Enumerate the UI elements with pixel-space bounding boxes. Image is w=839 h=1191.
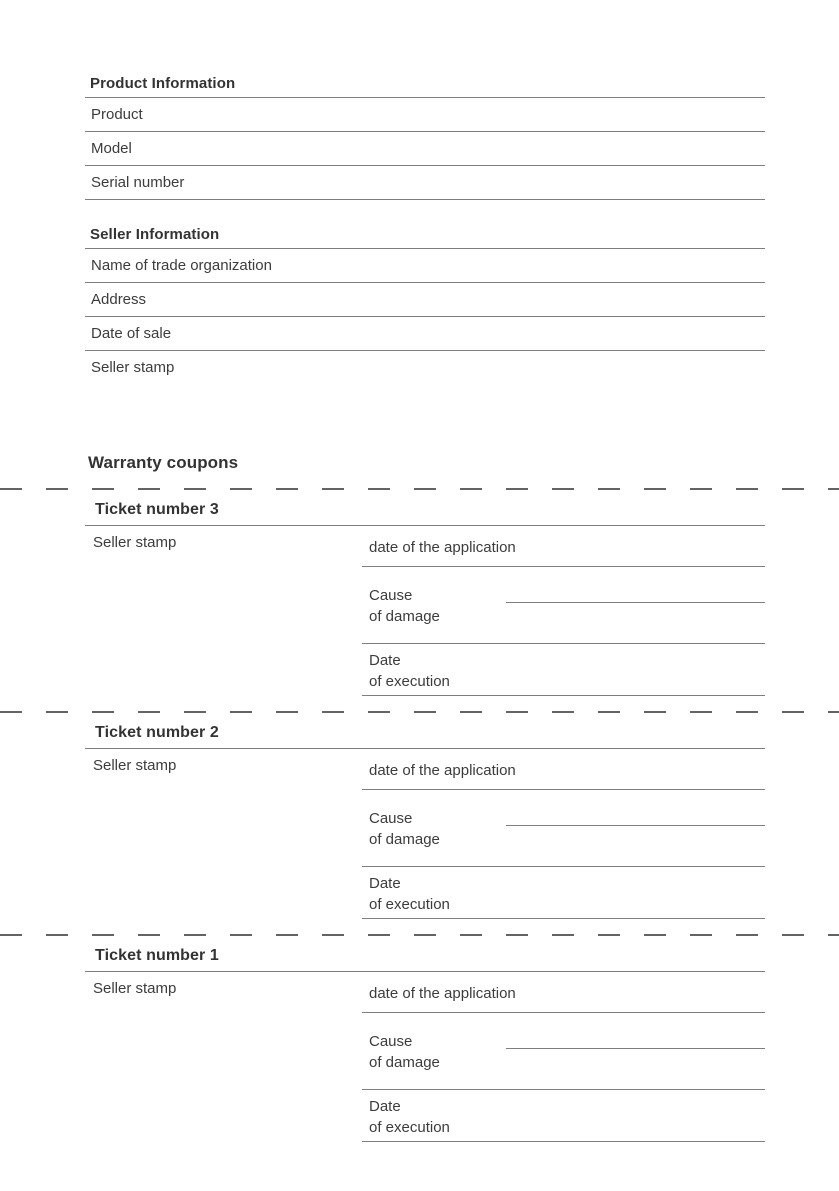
cut-line	[0, 488, 839, 490]
trade-organization-field-label: Name of trade organization	[91, 257, 272, 274]
product-information-section	[85, 0, 765, 200]
cause-of-damage-label: Cause of damage	[369, 1033, 440, 1071]
application-date-label: date of the application	[369, 762, 516, 779]
address-field-row	[85, 283, 765, 317]
ticket-2-title: Ticket number 2	[85, 723, 765, 749]
model-field-label: Model	[91, 140, 132, 157]
ticket-3-application-date-field	[362, 526, 765, 567]
product-information-heading: Product Information	[85, 75, 765, 98]
application-date-label: date of the application	[369, 539, 516, 556]
cause-of-damage-label: Cause of damage	[369, 587, 440, 625]
ticket-3	[85, 500, 765, 696]
ticket-1	[85, 946, 765, 1142]
seller-stamp-field-label: Seller stamp	[91, 359, 175, 376]
serial-number-field-row	[85, 166, 765, 200]
ticket-2-seller-stamp-label: Seller stamp	[93, 757, 177, 774]
product-field-row	[85, 98, 765, 132]
ticket-3-seller-stamp-label: Seller stamp	[93, 534, 177, 551]
ticket-1-date-of-execution-field: Date of execution	[362, 1090, 765, 1142]
cause-of-damage-label: Cause of damage	[369, 810, 440, 848]
ticket-2-cause-of-damage-field	[362, 790, 765, 867]
seller-stamp-field-row	[85, 351, 765, 384]
ticket-3-cause-of-damage-field	[362, 567, 765, 644]
ticket-1-cause-of-damage-field	[362, 1013, 765, 1090]
ticket-1-application-date-field	[362, 972, 765, 1013]
ticket-3-title: Ticket number 3	[85, 500, 765, 526]
seller-information-heading: Seller Information	[85, 226, 765, 249]
ticket-3-date-of-execution-field: Date of execution	[362, 644, 765, 696]
ticket-2-application-date-field	[362, 749, 765, 790]
cut-line	[0, 711, 839, 713]
date-of-sale-field-label: Date of sale	[91, 325, 172, 342]
address-field-label: Address	[91, 291, 147, 308]
ticket-2	[85, 723, 765, 919]
seller-information-section	[85, 226, 765, 384]
trade-organization-field-row	[85, 249, 765, 283]
model-field-row	[85, 132, 765, 166]
ticket-2-date-of-execution-field: Date of execution	[362, 867, 765, 919]
ticket-1-seller-stamp-label: Seller stamp	[93, 980, 177, 997]
product-field-label: Product	[91, 106, 143, 123]
serial-number-field-label: Serial number	[91, 174, 185, 191]
warranty-coupons-heading: Warranty coupons	[88, 453, 239, 472]
application-date-label: date of the application	[369, 985, 516, 1002]
cause-write-in-line	[506, 808, 765, 826]
cause-write-in-line	[506, 585, 765, 603]
date-of-sale-field-row	[85, 317, 765, 351]
ticket-1-title: Ticket number 1	[85, 946, 765, 972]
cut-line	[0, 934, 839, 936]
cause-write-in-line	[506, 1031, 765, 1049]
